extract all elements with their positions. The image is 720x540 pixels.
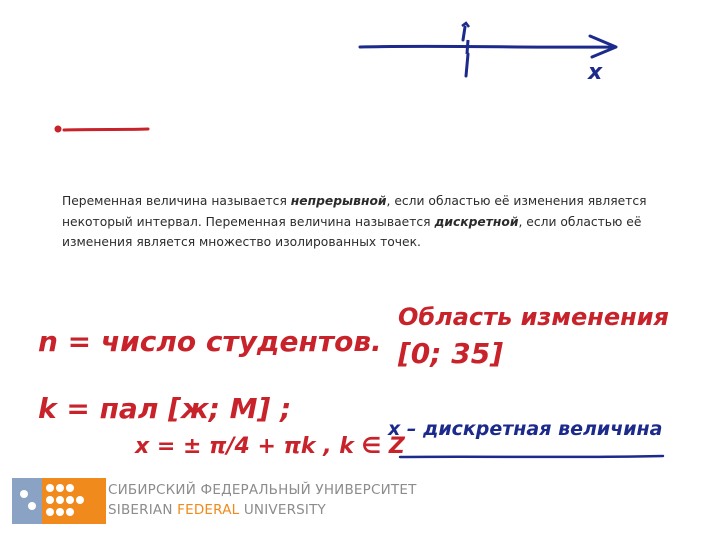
university-name-en-1: SIBERIAN: [108, 502, 178, 518]
handwritten-k-line: k = пал [ж; M] ;: [38, 392, 292, 425]
university-name-ru: СИБИРСКИЙ ФЕДЕРАЛЬНЫЙ УНИВЕРСИТЕТ: [108, 482, 417, 498]
handwritten-n-line: n = число студентов.: [38, 325, 382, 358]
university-name-en-2: FEDERAL: [177, 502, 240, 518]
handwritten-domain-value: [0; 35]: [398, 337, 503, 370]
red-dash-mark: [50, 120, 160, 140]
handwritten-discrete-note: x – дискретная величина: [388, 418, 663, 440]
handwritten-domain-title: Область изменения: [398, 303, 669, 331]
definition-part-1: Переменная величина называется: [62, 194, 291, 208]
definition-part-2: , если областью её изменения является некоторый интервал. Переменная величина называется: [62, 194, 647, 229]
handwritten-x-formula: x = ± π/4 + πk , k ∈ Z: [135, 434, 405, 459]
term-continuous: непрерывной: [290, 194, 387, 208]
definition-text: [62, 191, 662, 253]
university-name-en: [108, 502, 326, 518]
university-logo-icon: [12, 474, 106, 528]
term-discrete: дискретной: [434, 214, 519, 229]
underline-discrete-note: [398, 450, 668, 464]
definition-part-3: , если областью её изменения является множество изолированных точек.: [62, 214, 642, 249]
university-name-en-3: UNIVERSITY: [239, 502, 327, 518]
axis-label: x: [588, 60, 603, 85]
